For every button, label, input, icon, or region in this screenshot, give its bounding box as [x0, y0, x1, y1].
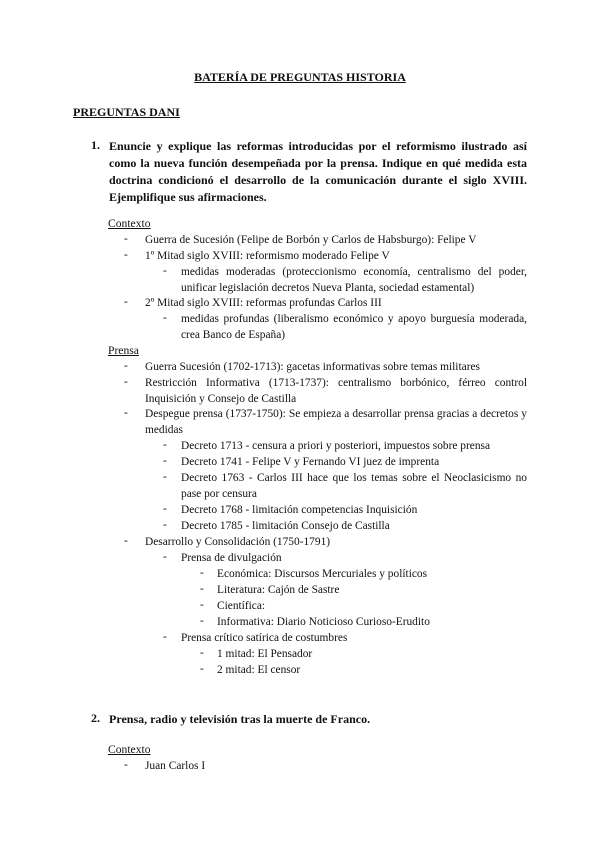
- question-2-number: 2.: [91, 711, 100, 725]
- list-item: Decreto 1741 - Felipe V y Fernando VI juez de imprenta: [181, 456, 440, 468]
- bullet-dash: -: [200, 599, 204, 611]
- list-item: Económica: Discursos Mercuriales y políticos: [217, 568, 428, 580]
- list-item: Científica:: [217, 600, 266, 612]
- question-2-text: Prensa, radio y televisión tras la muerte de Franco.: [109, 712, 371, 726]
- list-item: Decreto 1763 - Carlos III hace que los temas sobre el Neoclasicismo no pase por censura: [181, 472, 527, 500]
- bullet-dash: -: [163, 471, 167, 483]
- bullet-dash: -: [163, 519, 167, 531]
- q1-contexto-label: Contexto: [108, 217, 151, 230]
- list-item: Decreto 1785 - limitación Consejo de Castilla: [181, 520, 390, 532]
- document-title: BATERÍA DE PREGUNTAS HISTORIA: [194, 70, 406, 84]
- list-item: Desarrollo y Consolidación (1750-1791): [145, 536, 331, 548]
- bullet-dash: -: [124, 360, 128, 372]
- q1-prensa-label: Prensa: [108, 344, 139, 357]
- bullet-dash: -: [163, 265, 167, 277]
- bullet-dash: -: [200, 583, 204, 595]
- list-item: Juan Carlos I: [145, 760, 206, 772]
- bullet-dash: -: [200, 663, 204, 675]
- bullet-dash: -: [200, 615, 204, 627]
- list-item: 2 mitad: El censor: [217, 664, 301, 676]
- list-item: 2º Mitad siglo XVIII: reformas profundas Carlos III: [145, 297, 382, 309]
- list-item: Prensa de divulgación: [181, 552, 282, 564]
- bullet-dash: -: [163, 455, 167, 467]
- bullet-dash: -: [124, 376, 128, 388]
- q2-contexto-label: Contexto: [108, 743, 151, 756]
- list-item: medidas moderadas (proteccionismo economía, centralismo del poder, unificar legislación decretos Nueva Planta, sociedad estamental): [181, 266, 527, 294]
- bullet-dash: -: [200, 567, 204, 579]
- list-item: 1 mitad: El Pensador: [217, 648, 313, 660]
- list-item: Guerra Sucesión (1702-1713): gacetas informativas sobre temas militares: [145, 361, 480, 373]
- list-item: Literatura: Cajón de Sastre: [217, 584, 340, 596]
- bullet-dash: -: [124, 233, 128, 245]
- bullet-dash: -: [163, 631, 167, 643]
- list-item: Decreto 1768 - limitación competencias Inquisición: [181, 504, 418, 516]
- list-item: Informativa: Diario Noticioso Curioso-Erudito: [217, 616, 430, 628]
- list-item: medidas profundas (liberalismo económico y apoyo burguesía moderada, crea Banco de España): [181, 313, 527, 341]
- question-1-text: Enuncie y explique las reformas introducidas por el reformismo ilustrado así como la nueva función desempeñada por la prensa. Indique en qué medida esta doctrina condicionó el desarrollo de la comunicación durante el siglo XVIII. Ejemplifique sus afirmaciones.: [109, 139, 527, 204]
- bullet-dash: -: [163, 551, 167, 563]
- bullet-dash: -: [124, 407, 128, 419]
- list-item: Decreto 1713 - censura a priori y posteriori, impuestos sobre prensa: [181, 440, 491, 452]
- list-item: Prensa crítico satírica de costumbres: [181, 632, 348, 644]
- bullet-dash: -: [124, 535, 128, 547]
- bullet-dash: -: [124, 759, 128, 771]
- bullet-dash: -: [200, 647, 204, 659]
- bullet-dash: -: [163, 503, 167, 515]
- bullet-dash: -: [124, 296, 128, 308]
- bullet-dash: -: [124, 249, 128, 261]
- list-item: Restricción Informativa (1713-1737): centralismo borbónico, férreo control Inquisición y Consejo de Castilla: [145, 377, 527, 405]
- list-item: Guerra de Sucesión (Felipe de Borbón y Carlos de Habsburgo): Felipe V: [145, 234, 477, 246]
- section-heading: PREGUNTAS DANI: [73, 105, 180, 119]
- bullet-dash: -: [163, 312, 167, 324]
- list-item: 1º Mitad siglo XVIII: reformismo moderado Felipe V: [145, 250, 390, 262]
- list-item: Despegue prensa (1737-1750): Se empieza a desarrollar prensa gracias a decretos y medidas: [145, 408, 527, 436]
- bullet-dash: -: [163, 439, 167, 451]
- question-1-number: 1.: [91, 138, 100, 152]
